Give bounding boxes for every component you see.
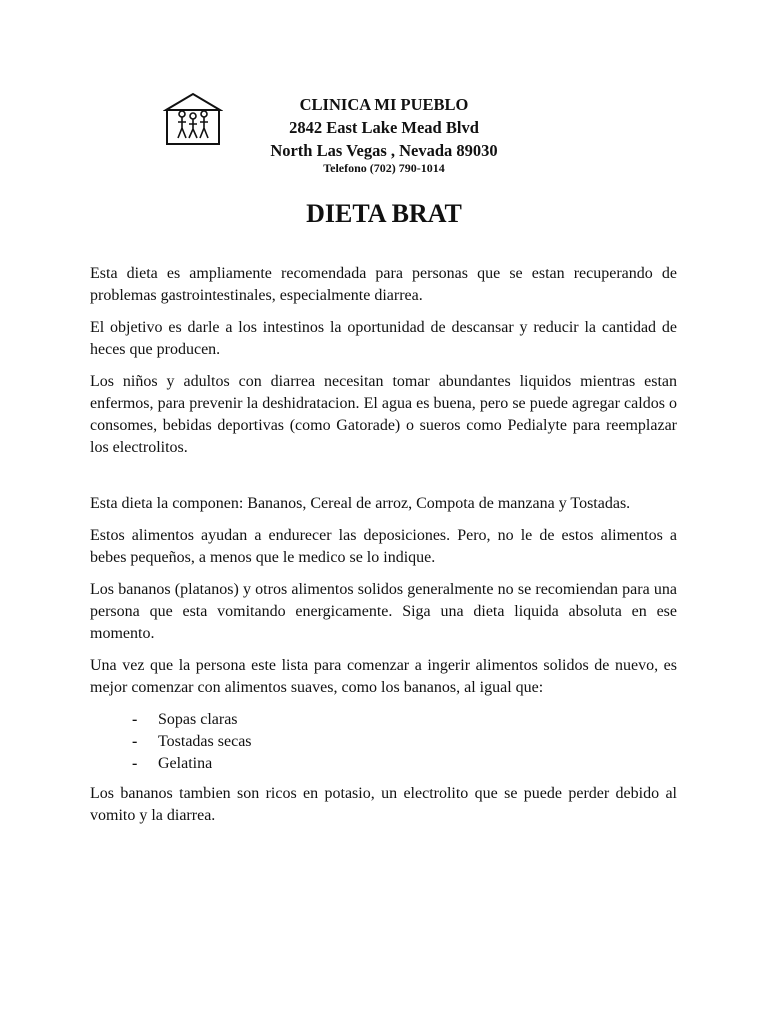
clinic-phone: Telefono (702) 790-1014 bbox=[323, 161, 445, 175]
food-list bbox=[90, 709, 677, 775]
list-item bbox=[132, 731, 677, 753]
paragraph: El objetivo es darle a los intestinos la oportunidad de descansar y reducir la cantidad de heces que producen. bbox=[90, 319, 677, 358]
letterhead bbox=[0, 92, 768, 175]
paragraph: Estos alimentos ayudan a endurecer las deposiciones. Pero, no le de estos alimentos a bebes pequeños, a menos que le medico se lo indique. bbox=[90, 527, 677, 566]
paragraph: Una vez que la persona este lista para comenzar a ingerir alimentos solidos de nuevo, es mejor comenzar con alimentos suaves, como los bananos, al igual que: bbox=[90, 657, 677, 696]
paragraph: Los niños y adultos con diarrea necesitan tomar abundantes liquidos mientras estan enfermos, para prevenir la deshidratacion. El agua es buena, pero se puede agregar caldos o consomes, bebidas deportivas (como Gatorade) o sueros como Pedialyte para reemplazar los electrolitos. bbox=[90, 373, 677, 456]
document-body bbox=[90, 263, 677, 837]
paragraph: Esta dieta la componen: Bananos, Cereal de arroz, Compota de manzana y Tostadas. bbox=[90, 495, 631, 512]
clinic-address-line2: North Las Vegas , Nevada 89030 bbox=[270, 141, 498, 160]
list-item bbox=[132, 753, 677, 775]
paragraph: Esta dieta es ampliamente recomendada para personas que se estan recuperando de problemas gastrointestinales, especialmente diarrea. bbox=[90, 265, 677, 304]
page-title: DIETA BRAT bbox=[306, 199, 462, 228]
list-item-text: Sopas claras bbox=[158, 711, 238, 728]
list-bullet: - bbox=[132, 733, 138, 750]
list-bullet: - bbox=[132, 711, 138, 728]
closing-paragraph: Los bananos tambien son ricos en potasio, un electrolito que se puede perder debido al vomito y la diarrea. bbox=[90, 785, 677, 824]
list-bullet: - bbox=[132, 755, 138, 772]
clinic-address-line1: 2842 East Lake Mead Blvd bbox=[289, 118, 479, 137]
list-item-text: Tostadas secas bbox=[158, 733, 252, 750]
clinic-info bbox=[0, 94, 768, 175]
paragraph: Los bananos (platanos) y otros alimentos solidos generalmente no se recomiendan para una persona que esta vomitando energicamente. Siga una dieta liquida absoluta en ese momento. bbox=[90, 581, 677, 642]
list-item bbox=[132, 709, 677, 731]
house-with-people-icon bbox=[163, 92, 223, 147]
clinic-name: CLINICA MI PUEBLO bbox=[299, 95, 469, 114]
list-item-text: Gelatina bbox=[158, 755, 213, 772]
